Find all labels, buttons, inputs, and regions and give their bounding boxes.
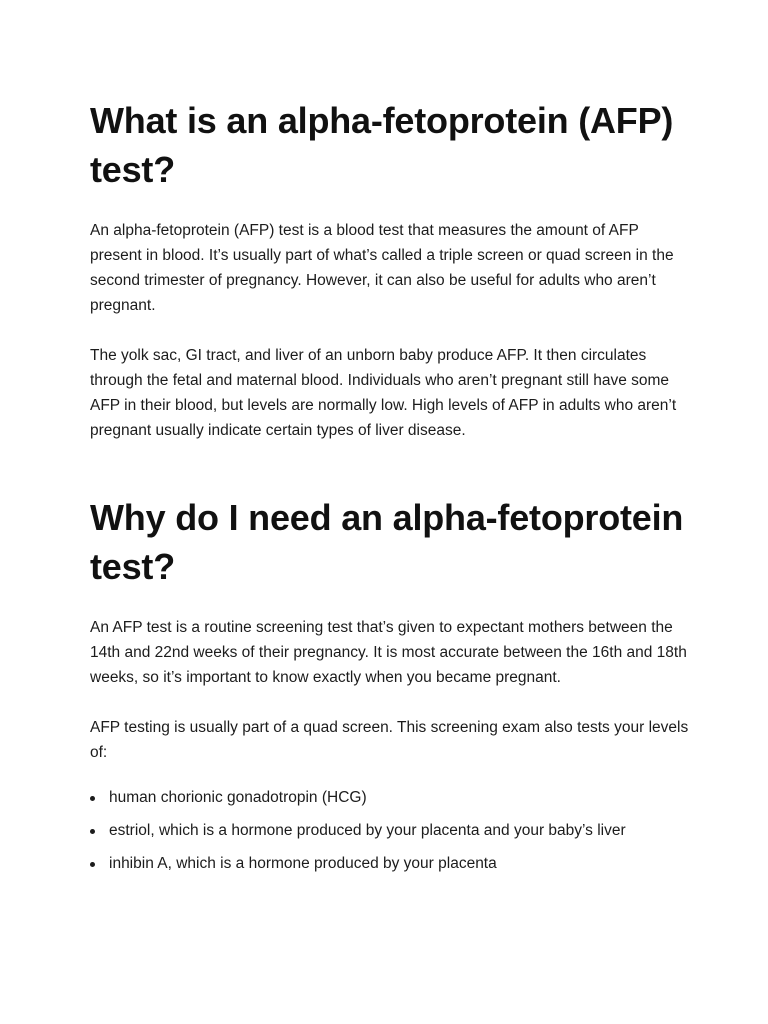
article — [90, 96, 690, 884]
quad-screen-list — [90, 785, 690, 876]
list-item-text: inhibin A, which is a hormone produced by your placenta — [109, 855, 497, 872]
paragraph-afp-production: The yolk sac, GI tract, and liver of an unborn baby produce AFP. It then circulates through the fetal and maternal blood. Individuals who aren’t pregnant still have some AFP in their blood, but levels are normally low. High levels of AFP in adults who aren’t pregnant usually indicate certain types of liver disease. — [90, 347, 677, 439]
paragraph-quad-screen: AFP testing is usually part of a quad screen. This screening exam also tests your levels of: — [90, 719, 689, 761]
bullet-icon — [90, 862, 95, 867]
section-heading-why-need-test: Why do I need an alpha-fetoprotein test? — [90, 497, 684, 587]
list-item — [90, 851, 690, 876]
bullet-icon — [90, 829, 95, 834]
list-item-text: human chorionic gonadotropin (HCG) — [109, 789, 367, 806]
list-item — [90, 785, 690, 810]
bullet-icon — [90, 796, 95, 801]
paragraph-screening-timing: An AFP test is a routine screening test that’s given to expectant mothers between the 14th and 22nd weeks of their pregnancy. It is most accurate between the 16th and 18th weeks, so it’s important to know exactly when you became pregnant. — [90, 619, 687, 686]
paragraph-afp-definition: An alpha-fetoprotein (AFP) test is a blood test that measures the amount of AFP present in blood. It’s usually part of what’s called a triple screen or quad screen in the second trimester of pregnancy. However, it can also be useful for adults who aren’t pregnant. — [90, 222, 674, 314]
section-heading-what-is-afp: What is an alpha-fetoprotein (AFP) test? — [90, 100, 674, 190]
list-item-text: estriol, which is a hormone produced by your placenta and your baby’s liver — [109, 822, 626, 839]
list-item — [90, 818, 690, 843]
